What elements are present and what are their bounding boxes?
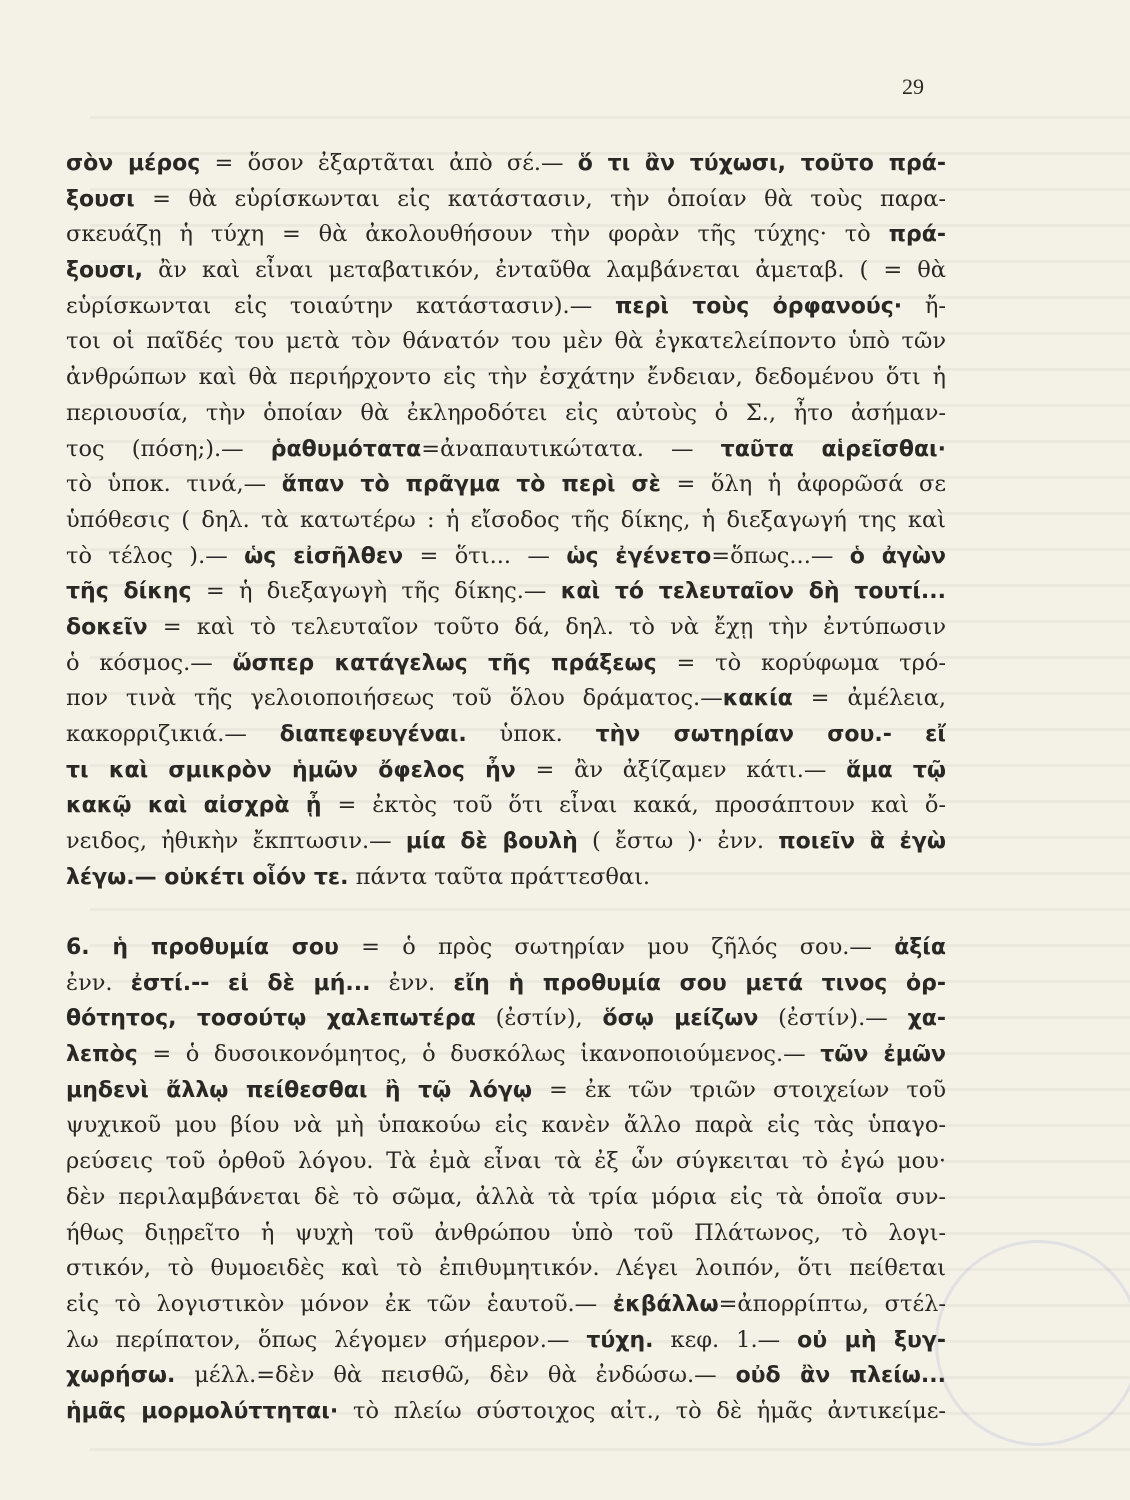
text-line: κακορριζικιά.— διαπεφευγέναι. ὑποκ. τὴν σωτηρίαν σου.- εἴ bbox=[66, 721, 946, 747]
text-line: θότητος, τοσούτῳ χαλεπωτέρα (ἐστίν), ὅσῳ μείζων (ἐστίν).— χα- bbox=[66, 1005, 946, 1032]
paragraph-commentary-6 bbox=[66, 930, 946, 1430]
text-line: ὑπόθεσις ( δηλ. τὰ κατωτέρω : ἡ εἴσοδος τῆς δίκης, ἡ διεξαγωγή της καὶ bbox=[66, 506, 946, 533]
text-line: ἀνθρώπων καὶ θὰ περιήρχοντο εἰς τὴν ἐσχάτην ἔνδειαν, δεδομένου ὅτι ἡ bbox=[66, 364, 946, 391]
text-line: 6. ἡ προθυμία σου = ὁ πρὸς σωτηρίαν μου ζῆλός σου.— ἀξία bbox=[66, 934, 946, 960]
text-line: ήθως διῃρεῖτο ἡ ψυχὴ τοῦ ἀνθρώπου ὑπὸ τοῦ Πλάτωνος, τὸ λογι- bbox=[66, 1219, 946, 1246]
text-line: κακῷ καὶ αἰσχρὰ ᾖ = ἐκτὸς τοῦ ὅτι εἶναι κακά, προσάπτουν καὶ ὄ- bbox=[66, 792, 946, 819]
text-line: τος (πόση;).— ῥαθυμότατα=ἀναπαυτικώτατα. — ταῦτα αἱρεῖσθαι· bbox=[66, 435, 946, 462]
text-line: ἡμᾶς μορμολύττηται· τὸ πλείω σύστοιχος αἰτ., τὸ δὲ ἡμᾶς ἀντικείμε- bbox=[66, 1397, 946, 1424]
text-line: λεπὸς = ὁ δυσοικονόμητος, ὁ δυσκόλως ἱκανοποιούμενος.— τῶν ἐμῶν bbox=[66, 1041, 946, 1068]
text-line: χωρήσω. μέλλ.=δὲν θὰ πεισθῶ, δὲν θὰ ἐνδώσω.— οὐδ ἂν πλείω... bbox=[66, 1362, 946, 1389]
text-line: τῆς δίκης = ἡ διεξαγωγὴ τῆς δίκης.— καὶ τό τελευταῖον δὴ τουτί... bbox=[66, 578, 946, 605]
text-line: τι καὶ σμικρὸν ἡμῶν ὄφελος ἦν = ἂν ἀξίζαμεν κάτι.— ἅμα τῷ bbox=[66, 756, 946, 783]
text-line: δοκεῖν = καὶ τὸ τελευταῖον τοῦτο δά, δηλ. τὸ νὰ ἔχῃ τὴν ἐντύπωσιν bbox=[66, 613, 946, 640]
text-line: εἰς τὸ λογιστικὸν μόνον ἐκ τῶν ἑαυτοῦ.— ἐκβάλλω=ἀπορρίπτω, στέλ- bbox=[66, 1290, 946, 1317]
text-line: πον τινὰ τῆς γελοιοποιήσεως τοῦ ὅλου δράματος.—κακία = ἀμέλεια, bbox=[66, 685, 946, 712]
text-line: περιουσία, τὴν ὁποίαν θὰ ἐκληροδότει εἰς αὐτοὺς ὁ Σ., ἦτο ἀσήμαν- bbox=[66, 399, 946, 426]
page-number: 29 bbox=[902, 74, 924, 99]
text-line: ξουσι, ἂν καὶ εἶναι μεταβατικόν, ἐνταῦθα λαμβάνεται ἀμεταβ. ( = θὰ bbox=[66, 257, 946, 284]
library-stamp bbox=[935, 1240, 1130, 1446]
text-line: στικόν, τὸ θυμοειδὲς καὶ τὸ ἐπιθυμητικόν. Λέγει λοιπόν, ὅτι πείθεται bbox=[66, 1255, 946, 1282]
text-line: δὲν περιλαμβάνεται δὲ τὸ σῶμα, ἀλλὰ τὰ τρία μόρια εἰς τὰ ὁποῖα συν- bbox=[66, 1183, 946, 1210]
text-line: νειδος, ἠθικὴν ἔκπτωσιν.— μία δὲ βουλὴ ( ἔστω )· ἐνν. ποιεῖν ἃ ἐγὼ bbox=[66, 828, 946, 855]
text-line: ξουσι = θὰ εὑρίσκωνται εἰς κατάστασιν, τὴν ὁποίαν θὰ τοὺς παρα- bbox=[66, 185, 946, 212]
text-line: τοι οἱ παῖδές του μετὰ τὸν θάνατόν του μὲν θὰ ἐγκατελείποντο ὑπὸ τῶν bbox=[66, 328, 946, 355]
text-line: ὁ κόσμος.— ὥσπερ κατάγελως τῆς πράξεως = τὸ κορύφωμα τρό- bbox=[66, 649, 946, 676]
paragraph-commentary-5 bbox=[66, 146, 946, 895]
text-line: τὸ τέλος ).— ὡς εἰσῆλθεν = ὅτι... — ὡς ἐγένετο=ὅπως...— ὁ ἀγὼν bbox=[66, 542, 946, 569]
text-line: μηδενὶ ἄλλῳ πείθεσθαι ἢ τῷ λόγῳ = ἐκ τῶν τριῶν στοιχείων τοῦ bbox=[66, 1076, 946, 1103]
text-line: λω περίπατον, ὅπως λέγομεν σήμερον.— τύχη. κεφ. 1.— οὐ μὴ ξυγ- bbox=[66, 1326, 946, 1353]
text-line: ἐνν. ἐστί.-- εἰ δὲ μή... ἐνν. εἴη ἡ προθυμία σου μετά τινος ὀρ- bbox=[66, 969, 946, 996]
text-line: τὸ ὑποκ. τινά,— ἅπαν τὸ πρᾶγμα τὸ περὶ σὲ = ὅλη ἡ ἀφορῶσά σε bbox=[66, 471, 946, 498]
text-line: σὸν μέρος = ὅσον ἐξαρτᾶται ἀπὸ σέ.— ὅ τι ἂν τύχωσι, τοῦτο πρά- bbox=[66, 150, 946, 176]
text-line: ψυχικοῦ μου βίου νὰ μὴ ὑπακούω εἰς κανὲν ἄλλο παρὰ εἰς τὰς ὑπαγο- bbox=[66, 1112, 946, 1139]
text-line: ρεύσεις τοῦ ὀρθοῦ λόγου. Τὰ ἐμὰ εἶναι τὰ ἐξ ὧν σύγκειται τὸ ἐγώ μου· bbox=[66, 1148, 946, 1175]
text-line: σκευάζῃ ἡ τύχη = θὰ ἀκολουθήσουν τὴν φορὰν τῆς τύχης· τὸ πρά- bbox=[66, 221, 946, 248]
text-line: εὑρίσκωνται εἰς τοιαύτην κατάστασιν).— περὶ τοὺς ὀρφανούς· ἤ- bbox=[66, 292, 946, 319]
text-line: λέγω.— οὐκέτι οἷόν τε. πάντα ταῦτα πράττεσθαι. bbox=[66, 863, 651, 890]
